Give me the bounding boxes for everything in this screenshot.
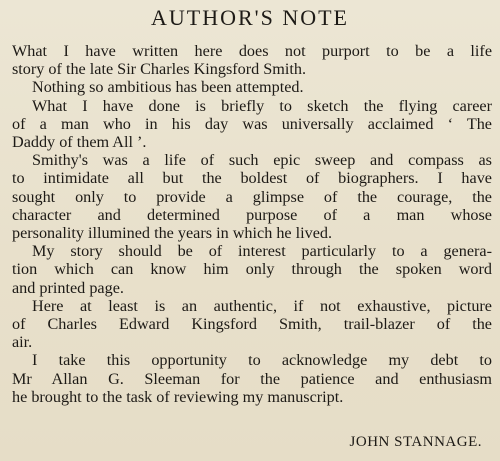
text-line: and printed page. xyxy=(12,278,124,297)
text-line: of Charles Edward Kingsford Smith, trail-blazer of the xyxy=(12,315,492,334)
text-line: Nothing so ambitious has been attempted. xyxy=(32,78,304,97)
text-line: air. xyxy=(12,333,33,352)
text-line: My story should be of interest particularly to a genera- xyxy=(32,242,492,261)
text-line: Here at least is an authentic, if not exhaustive, picture xyxy=(32,296,492,315)
text-line: I take this opportunity to acknowledge my debt to xyxy=(32,351,492,370)
text-line: he brought to the task of reviewing my manuscript. xyxy=(12,387,344,406)
text-line: sought only to provide a glimpse of the courage, the xyxy=(12,187,492,206)
text-line: Smithy's was a life of such epic sweep and compass as xyxy=(32,151,492,170)
page-title: AUTHOR'S NOTE xyxy=(150,5,349,30)
text-line: character and determined purpose of a man whose xyxy=(12,205,492,224)
text-line: to intimidate all but the boldest of biographers. I have xyxy=(12,169,492,188)
text-line: story of the late Sir Charles Kingsford Smith. xyxy=(12,60,307,79)
text-line: Mr Allan G. Sleeman for the patience and enthusiasm xyxy=(12,369,492,388)
text-line: What I have done is briefly to sketch the flying career xyxy=(32,96,492,115)
text-line: tion which can know him only through the spoken word xyxy=(12,260,492,279)
text-line: Daddy of them All ’. xyxy=(12,133,147,152)
note-body xyxy=(12,42,492,406)
text-line: What I have written here does not purport to be a life xyxy=(12,42,492,60)
author-signature: JOHN STANNAGE. xyxy=(349,434,482,450)
text-line: of a man who in his day was universally acclaimed ‘ The xyxy=(12,114,492,133)
text-line: personality illumined the years in which he lived. xyxy=(12,224,333,243)
